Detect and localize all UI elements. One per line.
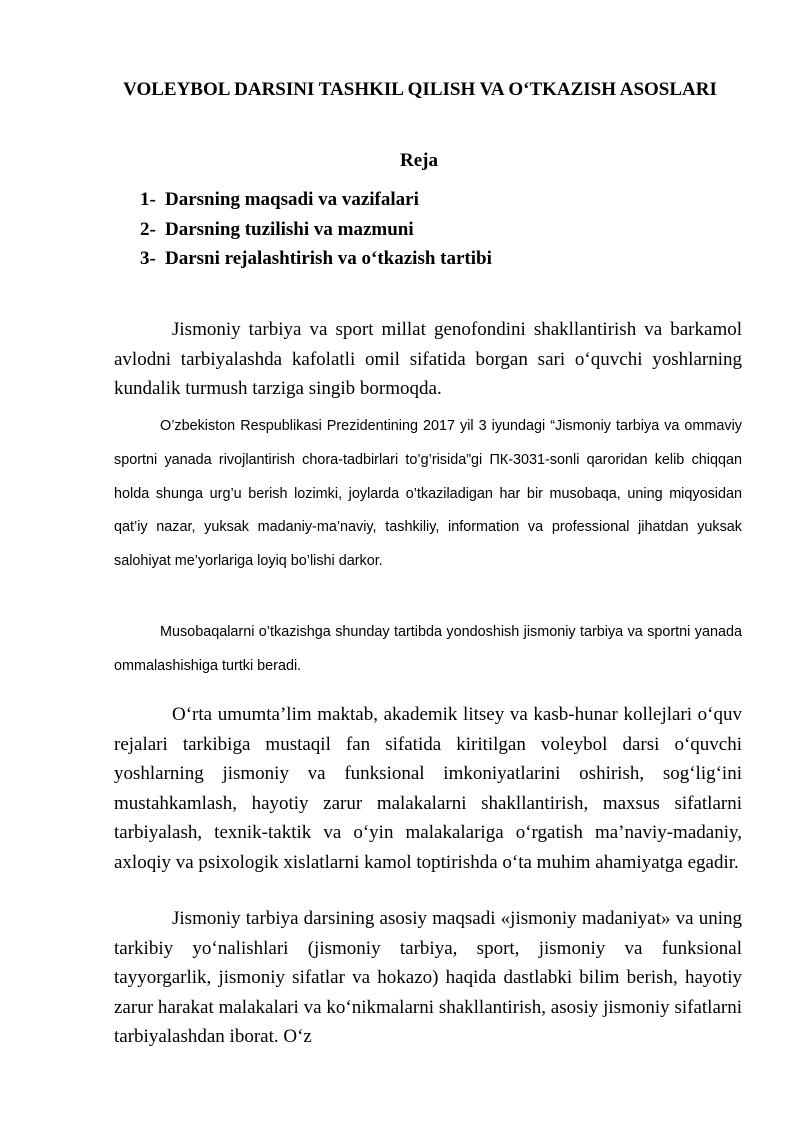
plan-item-number: 3- xyxy=(140,248,156,269)
plan-item-text: Darsning maqsadi va vazifalari xyxy=(165,189,419,210)
plan-item xyxy=(140,244,492,274)
body-paragraph: O‘rta umumta’lim maktab, akademik litsey va kasb-hunar kollejlari o‘quv rejalari tarkibiga mustaqil fan sifatida kiritilgan voleybol darsi o‘quvchi yoshlarning jismoniy va funksional imkoniyatlarini oshirish, sog‘lig‘ini mustahkamlash, hayotiy zarur malakalarni shakllantirish, maxsus sifatlarni tarbiyalash, texnik-taktik va o‘yin malakalariga o‘rgatish ma’naviy-madaniy, axloqiy va psixologik xislatlarni kamol toptirishda o‘ta muhim ahamiyatga egadir. xyxy=(114,704,742,873)
plan-item-number: 2- xyxy=(140,218,156,240)
plan-item xyxy=(140,185,492,215)
plan-list xyxy=(140,185,492,274)
body-paragraph: O’zbekiston Respublikasi Prezidentining 2017 yil 3 iyundagi “Jismoniy tarbiya va ommaviy sportni yanada rivojlantirish chora-tadbirlari to’g’risida”gi ПК-3031-sonli qaroridan kelib chiqqan holda shunga urg’u berish lozimki, joylarda o’tkaziladigan har bir musobaqa, uning miqyosidan qat’iy nazar, yuksak madaniy-ma’naviy, tashkiliy, information va professional jihatdan yuksak salohiyat me’yorlariga loyiq bo’lishi darkor. xyxy=(114,418,742,570)
plan-item-text: Darsning tuzilishi va mazmuni xyxy=(165,218,414,240)
plan-item-text: Darsni rejalashtirish va o‘tkazish tartibi xyxy=(165,248,492,269)
plan-item xyxy=(140,215,492,245)
body-paragraph: Jismoniy tarbiya va sport millat genofondini shakllantirish va barkamol avlodni tarbiyalashda kafolatli omil sifatida borgan sari o‘quvchi yoshlarning kundalik turmush tarziga singib bormoqda. xyxy=(114,319,742,399)
plan-heading: Reja xyxy=(400,150,438,171)
plan-item-number: 1- xyxy=(140,189,156,210)
body-paragraph: Jismoniy tarbiya darsining asosiy maqsadi «jismoniy madaniyat» va uning tarkibiy yo‘nalishlari (jismoniy tarbiya, sport, jismoniy va funksional tayyorgarlik, jismoniy sifatlar va hokazo) haqida dastlabki bilim berish, hayotiy zarur harakat malakalari va ko‘nikmalarni shakllantirish, asosiy jismoniy sifatlarni tarbiyalashdan iborat. O‘z xyxy=(114,908,742,1047)
body-paragraph: Musobaqalarni o’tkazishga shunday tartibda yondoshish jismoniy tarbiya va sportni yanada ommalashishiga turtki beradi. xyxy=(114,624,742,674)
document-title: VOLEYBOL DARSINI TASHKIL QILISH VA O‘TKAZISH ASOSLARI xyxy=(123,79,717,100)
